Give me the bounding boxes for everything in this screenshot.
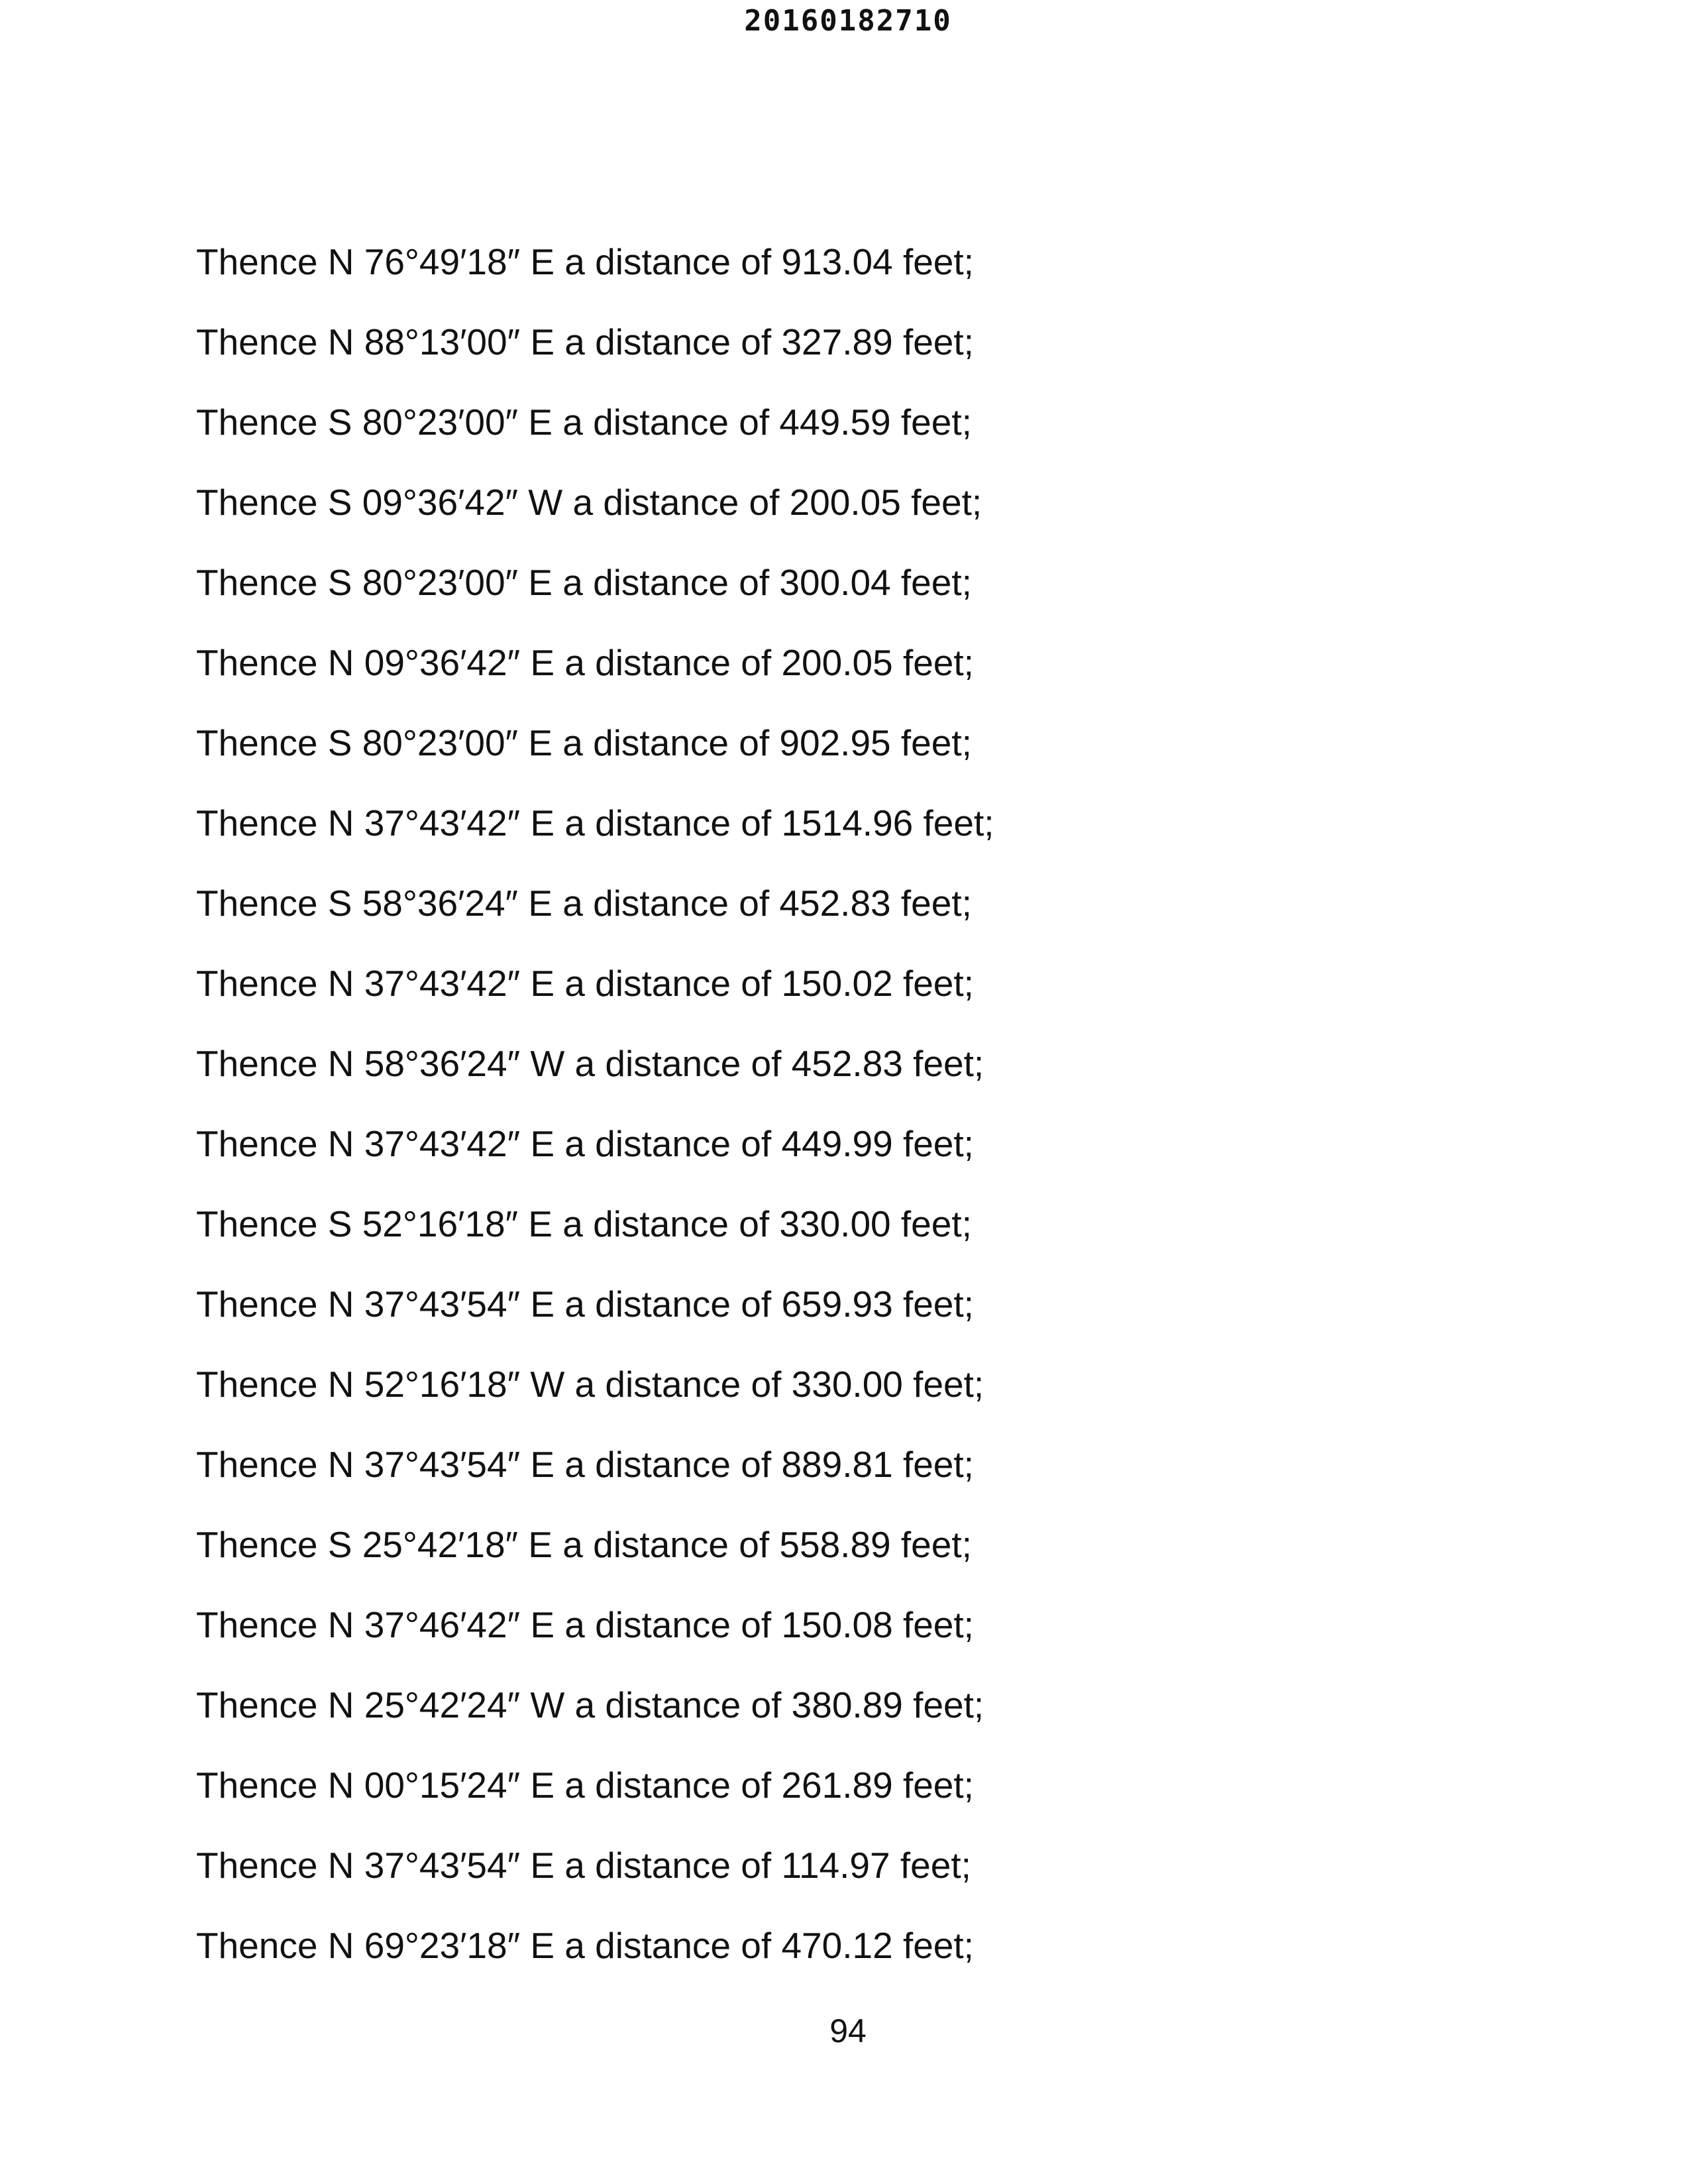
course-line: Thence N 37°46′42″ E a distance of 150.08 feet; (196, 1604, 974, 1645)
course-line: Thence N 52°16′18″ W a distance of 330.00 feet; (196, 1364, 984, 1405)
course-line: Thence N 58°36′24″ W a distance of 452.83 feet; (196, 1043, 984, 1084)
page-number: 94 (829, 2012, 867, 2049)
course-line: Thence N 37°43′54″ E a distance of 659.93 feet; (196, 1283, 974, 1325)
course-line: Thence S 80°23′00″ E a distance of 449.59 feet; (196, 402, 972, 443)
course-line: Thence S 09°36′42″ W a distance of 200.05 feet; (196, 482, 982, 523)
course-list (196, 240, 1190, 2004)
course-line: Thence N 09°36′42″ E a distance of 200.05 feet; (196, 642, 974, 683)
document-number: 20160182710 (744, 4, 952, 38)
course-line: Thence S 25°42′18″ E a distance of 558.89 feet; (196, 1524, 972, 1565)
course-line: Thence S 52°16′18″ E a distance of 330.00 feet; (196, 1203, 972, 1244)
course-line: Thence S 80°23′00″ E a distance of 902.95 feet; (196, 722, 972, 763)
course-line: Thence N 69°23′18″ E a distance of 470.12 feet; (196, 1925, 974, 1966)
course-line: Thence N 00°15′24″ E a distance of 261.89 feet; (196, 1765, 974, 1806)
course-line: Thence S 80°23′00″ E a distance of 300.04 feet; (196, 562, 972, 603)
course-line: Thence S 58°36′24″ E a distance of 452.83 feet; (196, 883, 972, 924)
course-line: Thence N 37°43′54″ E a distance of 114.97 feet; (196, 1845, 971, 1886)
course-line: Thence N 37°43′42″ E a distance of 449.99 feet; (196, 1123, 974, 1164)
course-line: Thence N 37°43′42″ E a distance of 1514.96 feet; (196, 802, 994, 844)
course-line: Thence N 76°49′18″ E a distance of 913.04 feet; (196, 241, 974, 282)
course-line: Thence N 25°42′24″ W a distance of 380.89 feet; (196, 1684, 984, 1725)
course-line: Thence N 37°43′42″ E a distance of 150.02 feet; (196, 963, 974, 1004)
course-line: Thence N 88°13′00″ E a distance of 327.89 feet; (196, 321, 974, 362)
course-line: Thence N 37°43′54″ E a distance of 889.81 feet; (196, 1444, 974, 1485)
